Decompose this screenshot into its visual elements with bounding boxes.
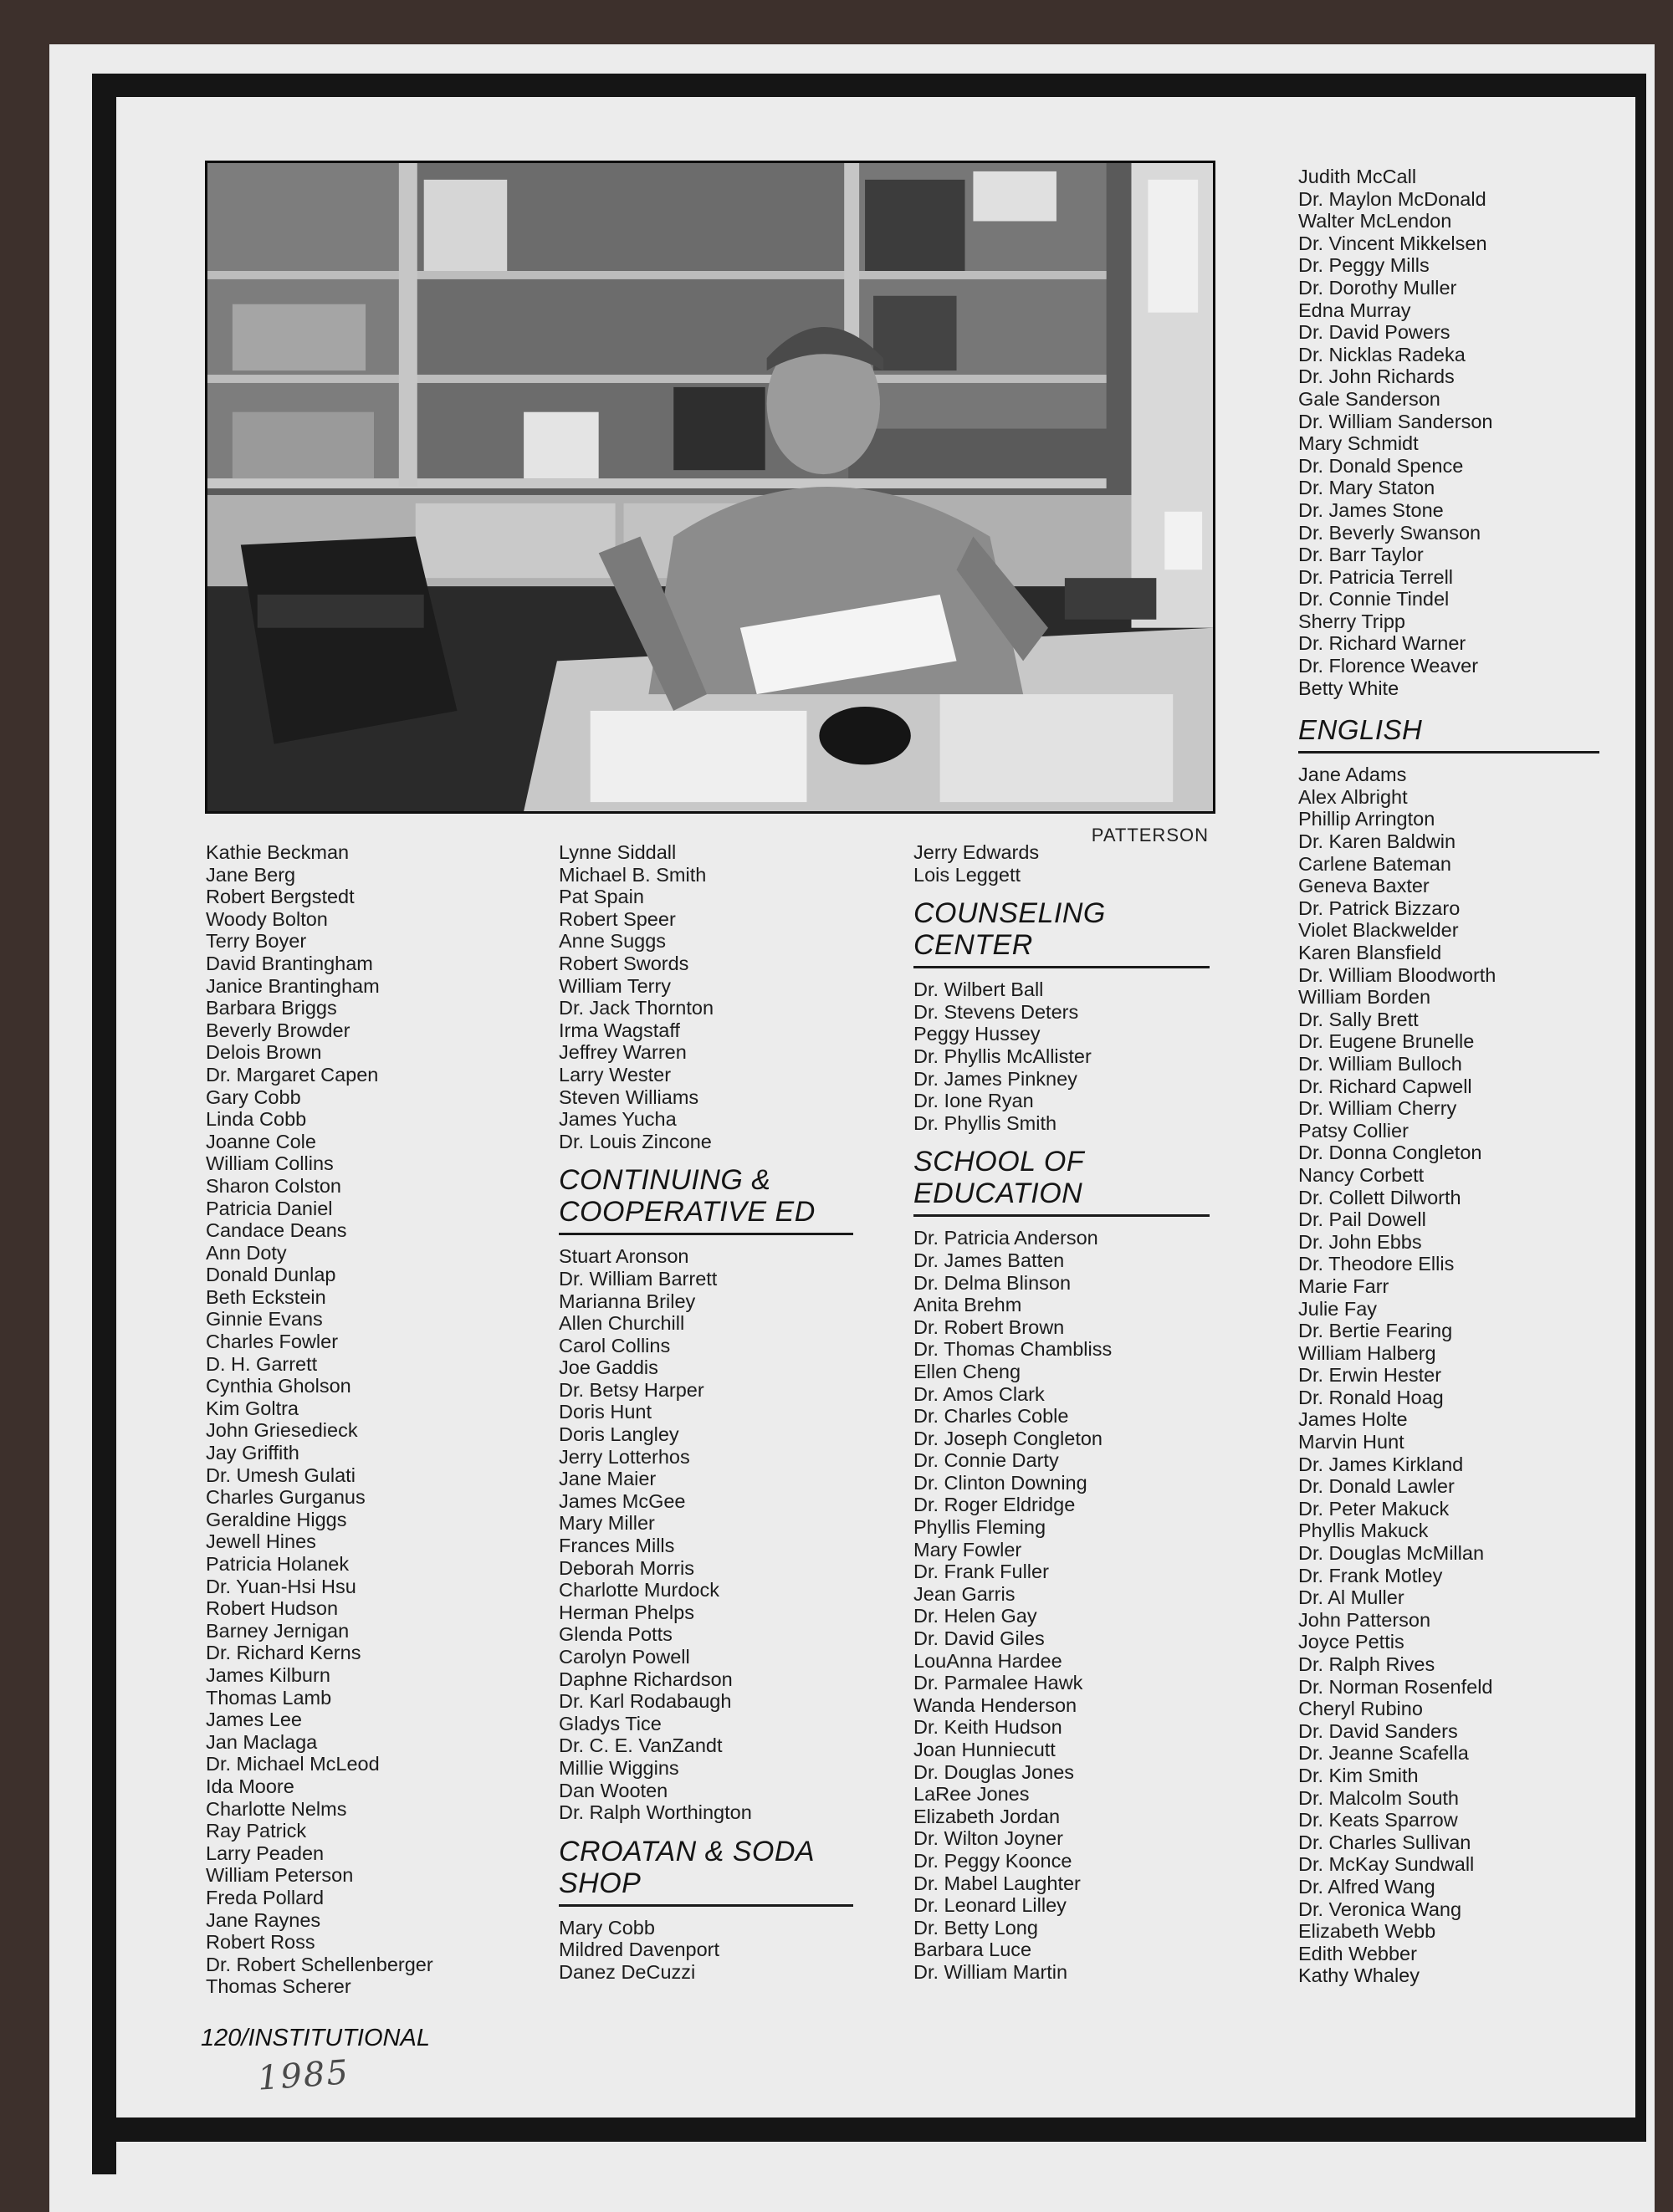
name-entry: LouAnna Hardee bbox=[913, 1649, 1062, 1672]
name-entry: Cynthia Gholson bbox=[206, 1375, 351, 1397]
name-entry: Dr. Umesh Gulati bbox=[206, 1464, 356, 1486]
name-entry: Dr. Douglas Jones bbox=[913, 1760, 1075, 1783]
name-entry: Dr. Richard Capwell bbox=[1298, 1075, 1472, 1097]
name-list bbox=[206, 841, 482, 1998]
name-entry: Dr. Karl Rodabaugh bbox=[559, 1690, 732, 1713]
name-entry: Dr. Beverly Swanson bbox=[1298, 521, 1481, 544]
name-entry: Daphne Richardson bbox=[559, 1668, 733, 1690]
name-entry: Jewell Hines bbox=[206, 1530, 316, 1553]
name-entry: Anita Brehm bbox=[913, 1294, 1022, 1316]
name-entry: Dr. Dorothy Muller bbox=[1298, 276, 1457, 299]
name-entry: Dr. Collett Dilworth bbox=[1298, 1186, 1461, 1208]
name-entry: William Peterson bbox=[206, 1864, 354, 1887]
section-heading bbox=[913, 1146, 1210, 1209]
name-entry: Robert Hudson bbox=[206, 1597, 339, 1620]
name-entry: Dr. Thomas Chambliss bbox=[913, 1338, 1113, 1361]
section-heading-line1: CONTINUING & bbox=[559, 1164, 771, 1197]
name-entry: Lynne Siddall bbox=[559, 841, 677, 863]
name-entry: Beverly Browder bbox=[206, 1019, 350, 1041]
section-rule bbox=[1298, 751, 1599, 754]
name-entry: Ellen Cheng bbox=[913, 1360, 1021, 1382]
name-entry: Freda Pollard bbox=[206, 1886, 325, 1908]
section-heading bbox=[559, 1836, 853, 1899]
photo-credit: PATTERSON bbox=[1091, 825, 1209, 845]
section-croatan bbox=[559, 1836, 853, 1984]
name-entry: Violet Blackwelder bbox=[1298, 919, 1459, 942]
name-entry: Mary Fowler bbox=[913, 1538, 1022, 1561]
name-entry: Joyce Pettis bbox=[1298, 1631, 1404, 1653]
name-entry: Larry Peaden bbox=[206, 1842, 325, 1864]
name-entry: Dr. Frank Motley bbox=[1298, 1564, 1443, 1586]
name-entry: Karen Blansfield bbox=[1298, 942, 1442, 963]
section-heading bbox=[913, 897, 1210, 961]
name-entry: Dr. William Barrett bbox=[559, 1267, 718, 1290]
name-entry: Dr. Donald Spence bbox=[1298, 454, 1464, 477]
name-entry: Dr. Jeanne Scafella bbox=[1298, 1742, 1469, 1765]
name-entry: Dr. Patricia Terrell bbox=[1298, 565, 1454, 588]
name-entry: Dr. Phyllis McAllister bbox=[913, 1045, 1092, 1067]
name-entry: Doris Langley bbox=[559, 1423, 679, 1446]
name-list bbox=[913, 978, 1210, 1134]
name-entry: Thomas Lamb bbox=[206, 1686, 332, 1709]
section-heading-line1: SCHOOL OF bbox=[913, 1146, 1085, 1178]
name-entry: James Kilburn bbox=[206, 1663, 330, 1686]
section-rule bbox=[913, 966, 1210, 968]
section-english bbox=[1298, 714, 1599, 1987]
name-entry: Nancy Corbett bbox=[1298, 1163, 1425, 1186]
name-entry: William Halberg bbox=[1298, 1341, 1436, 1364]
name-entry: Jean Garris bbox=[913, 1582, 1016, 1605]
name-entry: Dr. James Batten bbox=[913, 1249, 1065, 1271]
name-entry: Jane Berg bbox=[206, 863, 296, 886]
page-border-left bbox=[92, 74, 116, 2174]
name-entry: Charles Fowler bbox=[206, 1331, 339, 1353]
section-heading-line2: SHOP bbox=[559, 1867, 642, 1899]
name-entry: Dr. Amos Clark bbox=[913, 1382, 1045, 1405]
page-border-right bbox=[1635, 74, 1646, 2142]
name-entry: Glenda Potts bbox=[559, 1623, 673, 1646]
name-entry: Dr. Alfred Wang bbox=[1298, 1875, 1435, 1898]
name-entry: Dr. Kim Smith bbox=[1298, 1764, 1419, 1786]
name-entry: Dr. Jack Thornton bbox=[559, 997, 714, 1019]
name-entry: Robert Swords bbox=[559, 952, 689, 974]
name-entry: Wanda Henderson bbox=[913, 1693, 1077, 1716]
name-entry: Dr. Peter Makuck bbox=[1298, 1497, 1450, 1520]
name-entry: John Patterson bbox=[1298, 1608, 1431, 1631]
name-entry: Dr. Vincent Mikkelsen bbox=[1298, 232, 1487, 254]
section-rule bbox=[913, 1214, 1210, 1217]
name-entry: Marianna Briley bbox=[559, 1290, 696, 1312]
name-list bbox=[559, 1917, 853, 1984]
name-entry: Dr. C. E. VanZandt bbox=[559, 1734, 723, 1757]
name-entry: Dr. Theodore Ellis bbox=[1298, 1253, 1455, 1275]
name-entry: Dr. Richard Kerns bbox=[206, 1642, 361, 1664]
section-school-of-education bbox=[913, 1146, 1210, 1983]
name-entry: Dr. Sally Brett bbox=[1298, 1008, 1419, 1030]
name-entry: Dr. William Sanderson bbox=[1298, 410, 1493, 432]
name-entry: James Lee bbox=[206, 1709, 302, 1731]
name-entry: Dr. William Cherry bbox=[1298, 1097, 1457, 1120]
name-entry: Joe Gaddis bbox=[559, 1356, 658, 1379]
name-entry: Dr. Mary Staton bbox=[1298, 477, 1435, 499]
name-entry: William Terry bbox=[559, 974, 672, 997]
name-entry: William Collins bbox=[206, 1152, 334, 1175]
handwritten-year: 1985 bbox=[256, 2053, 351, 2098]
name-entry: Dr. Leonard Lilley bbox=[913, 1894, 1067, 1917]
name-entry: Barbara Briggs bbox=[206, 997, 337, 1019]
name-entry: Millie Wiggins bbox=[559, 1756, 679, 1779]
name-entry: Dr. Betty Long bbox=[913, 1916, 1038, 1939]
name-entry: Doris Hunt bbox=[559, 1401, 652, 1423]
name-entry: Frances Mills bbox=[559, 1535, 675, 1557]
name-entry: Robert Speer bbox=[559, 907, 676, 930]
name-list bbox=[559, 841, 853, 1152]
name-entry: Barney Jernigan bbox=[206, 1619, 350, 1642]
name-entry: Dr. Charles Sullivan bbox=[1298, 1831, 1471, 1853]
name-entry: Dr. Louis Zincone bbox=[559, 1130, 712, 1152]
name-entry: Dr. Wilbert Ball bbox=[913, 978, 1044, 1001]
name-entry: Dr. David Powers bbox=[1298, 321, 1450, 344]
section-heading-line1: CROATAN & SODA bbox=[559, 1835, 816, 1867]
name-entry: Candace Deans bbox=[206, 1219, 347, 1242]
name-entry: Alex Albright bbox=[1298, 785, 1408, 808]
name-entry: Robert Bergstedt bbox=[206, 886, 355, 908]
name-entry: D. H. Garrett bbox=[206, 1352, 318, 1375]
name-entry: LaRee Jones bbox=[913, 1783, 1030, 1806]
section-heading-line2: EDUCATION bbox=[913, 1178, 1083, 1210]
name-entry: Dr. Patricia Anderson bbox=[913, 1227, 1098, 1249]
name-entry: Kathie Beckman bbox=[206, 841, 350, 863]
name-entry: Dr. Ione Ryan bbox=[913, 1090, 1034, 1112]
name-entry: Dr. Delma Blinson bbox=[913, 1271, 1072, 1294]
name-entry: Michael B. Smith bbox=[559, 863, 707, 886]
name-entry: Marvin Hunt bbox=[1298, 1431, 1404, 1453]
column-4 bbox=[1298, 166, 1599, 1987]
name-entry: Dr. Robert Schellenberger bbox=[206, 1953, 433, 1975]
page-border-top bbox=[92, 74, 1646, 97]
name-entry: Dr. Richard Warner bbox=[1298, 632, 1466, 655]
name-entry: Dr. Stevens Deters bbox=[913, 1000, 1079, 1023]
name-entry: Dr. James Pinkney bbox=[913, 1067, 1077, 1090]
name-entry: Mary Miller bbox=[559, 1512, 655, 1535]
name-entry: Dr. Florence Weaver bbox=[1298, 655, 1479, 677]
name-entry: Thomas Scherer bbox=[206, 1975, 351, 1998]
name-entry: Donald Dunlap bbox=[206, 1264, 336, 1286]
name-entry: Dr. Peggy Koonce bbox=[913, 1849, 1072, 1872]
name-entry: Joan Hunniecutt bbox=[913, 1739, 1056, 1760]
name-entry: Dr. Phyllis Smith bbox=[913, 1111, 1057, 1134]
name-entry: Allen Churchill bbox=[559, 1312, 685, 1335]
name-entry: Dr. William Bloodworth bbox=[1298, 963, 1496, 986]
name-entry: Dr. Connie Tindel bbox=[1298, 588, 1450, 610]
page-folio: 120/INSTITUTIONAL bbox=[201, 2025, 430, 2051]
name-entry: Dr. Ralph Worthington bbox=[559, 1801, 752, 1824]
name-entry: Dr. William Martin bbox=[913, 1960, 1068, 1983]
name-entry: Patricia Daniel bbox=[206, 1197, 333, 1219]
name-entry: Ann Doty bbox=[206, 1241, 287, 1264]
name-entry: Robert Ross bbox=[206, 1931, 315, 1954]
name-entry: Dr. Parmalee Hawk bbox=[913, 1672, 1083, 1694]
name-entry: Dr. Connie Darty bbox=[913, 1449, 1059, 1472]
name-list bbox=[913, 1227, 1210, 1983]
name-entry: Jerry Edwards bbox=[913, 841, 1040, 863]
name-entry: Dr. James Stone bbox=[1298, 498, 1444, 521]
name-entry: David Brantingham bbox=[206, 952, 373, 974]
name-list bbox=[1298, 166, 1599, 699]
name-entry: Ginnie Evans bbox=[206, 1308, 323, 1331]
section-heading-line2: CENTER bbox=[913, 929, 1033, 962]
name-entry: Sharon Colston bbox=[206, 1174, 341, 1197]
name-entry: Judith McCall bbox=[1298, 166, 1417, 187]
name-entry: Linda Cobb bbox=[206, 1108, 307, 1131]
name-entry: Jane Maier bbox=[559, 1468, 657, 1490]
name-entry: Patsy Collier bbox=[1298, 1119, 1409, 1142]
name-entry: Dr. Helen Gay bbox=[913, 1605, 1037, 1627]
section-rule bbox=[559, 1904, 853, 1907]
name-entry: Elizabeth Jordan bbox=[913, 1805, 1061, 1827]
name-entry: Jay Griffith bbox=[206, 1442, 299, 1464]
name-entry: Charles Gurganus bbox=[206, 1486, 366, 1509]
name-entry: Walter McLendon bbox=[1298, 210, 1452, 232]
name-entry: Edna Murray bbox=[1298, 299, 1411, 321]
name-entry: Steven Williams bbox=[559, 1086, 699, 1108]
section-heading: ENGLISH bbox=[1298, 714, 1423, 746]
name-entry: Beth Eckstein bbox=[206, 1285, 326, 1308]
name-entry: Dr. John Richards bbox=[1298, 365, 1455, 388]
name-entry: Jan Maclaga bbox=[206, 1730, 318, 1753]
name-entry: Dr. Betsy Harper bbox=[559, 1378, 704, 1401]
name-entry: Phillip Arrington bbox=[1298, 808, 1435, 830]
name-entry: Ray Patrick bbox=[206, 1820, 307, 1842]
name-entry: Dr. Norman Rosenfeld bbox=[1298, 1675, 1493, 1698]
name-entry: Carolyn Powell bbox=[559, 1646, 690, 1668]
name-entry: Barbara Luce bbox=[913, 1939, 1032, 1961]
name-entry: Terry Boyer bbox=[206, 930, 307, 953]
name-entry: Dr. Keith Hudson bbox=[913, 1716, 1062, 1739]
column-1 bbox=[206, 841, 482, 1998]
name-entry: Julie Fay bbox=[1298, 1297, 1378, 1320]
name-entry: Dr. Joseph Congleton bbox=[913, 1427, 1103, 1449]
name-entry: Dr. Donna Congleton bbox=[1298, 1142, 1482, 1164]
name-entry: Edith Webber bbox=[1298, 1942, 1417, 1964]
name-entry: Gladys Tice bbox=[559, 1712, 662, 1734]
name-entry: Phyllis Fleming bbox=[913, 1516, 1046, 1539]
name-entry: Gale Sanderson bbox=[1298, 387, 1440, 410]
name-entry: Carlene Bateman bbox=[1298, 852, 1451, 875]
name-entry: Ida Moore bbox=[206, 1775, 294, 1797]
name-entry: Dr. John Ebbs bbox=[1298, 1230, 1422, 1253]
name-entry: Betty White bbox=[1298, 677, 1399, 699]
column-2 bbox=[559, 841, 853, 1984]
office-photo bbox=[205, 161, 1215, 814]
name-entry: Anne Suggs bbox=[559, 930, 667, 953]
name-entry: Dr. Mabel Laughter bbox=[913, 1872, 1081, 1894]
name-entry: Mildred Davenport bbox=[559, 1939, 720, 1961]
name-entry: William Borden bbox=[1298, 986, 1431, 1009]
name-entry: Jeffrey Warren bbox=[559, 1041, 687, 1064]
name-entry: Dr. Peggy Mills bbox=[1298, 254, 1430, 277]
name-entry: Stuart Aronson bbox=[559, 1245, 689, 1268]
name-entry: Kathy Whaley bbox=[1298, 1964, 1420, 1987]
name-entry: Dr. David Giles bbox=[913, 1627, 1045, 1650]
name-entry: James Yucha bbox=[559, 1108, 677, 1131]
name-entry: Charlotte Murdock bbox=[559, 1579, 719, 1602]
photo-icon bbox=[207, 163, 1213, 811]
name-entry: Charlotte Nelms bbox=[206, 1797, 347, 1820]
section-counseling-center bbox=[913, 897, 1210, 1134]
name-entry: Dr. Charles Coble bbox=[913, 1405, 1069, 1428]
name-entry: Dr. Roger Eldridge bbox=[913, 1494, 1076, 1516]
name-entry: Geraldine Higgs bbox=[206, 1508, 347, 1530]
name-entry: Mary Cobb bbox=[559, 1916, 655, 1939]
name-entry: Sherry Tripp bbox=[1298, 610, 1405, 632]
name-entry: Dr. Douglas McMillan bbox=[1298, 1542, 1485, 1565]
name-list bbox=[1298, 764, 1599, 1987]
name-entry: Dr. Eugene Brunelle bbox=[1298, 1030, 1475, 1053]
name-entry: Joanne Cole bbox=[206, 1130, 316, 1152]
name-entry: Cheryl Rubino bbox=[1298, 1698, 1423, 1720]
name-entry: Dr. Patrick Bizzaro bbox=[1298, 897, 1461, 919]
name-entry: Carol Collins bbox=[559, 1334, 671, 1356]
name-entry: Dr. Bertie Fearing bbox=[1298, 1320, 1453, 1342]
name-entry: Dr. Pail Dowell bbox=[1298, 1208, 1426, 1231]
name-entry: Irma Wagstaff bbox=[559, 1019, 680, 1041]
name-entry: Dr. Wilton Joyner bbox=[913, 1827, 1063, 1850]
name-entry: Woody Bolton bbox=[206, 907, 328, 930]
name-entry: Larry Wester bbox=[559, 1063, 672, 1086]
name-entry: Dr. Clinton Downing bbox=[913, 1471, 1087, 1494]
name-entry: Dr. Ronald Hoag bbox=[1298, 1386, 1444, 1408]
name-entry: Dr. David Sanders bbox=[1298, 1719, 1458, 1742]
name-list bbox=[913, 841, 1210, 886]
name-entry: Dr. Keats Sparrow bbox=[1298, 1809, 1458, 1831]
name-entry: Dr. Al Muller bbox=[1298, 1586, 1404, 1609]
name-entry: Dr. Donald Lawler bbox=[1298, 1475, 1455, 1498]
name-entry: Dr. Frank Fuller bbox=[913, 1561, 1049, 1583]
name-entry: Dr. McKay Sundwall bbox=[1298, 1853, 1475, 1876]
name-entry: Dr. Erwin Hester bbox=[1298, 1364, 1442, 1387]
name-entry: Herman Phelps bbox=[559, 1601, 694, 1623]
name-entry: Peggy Hussey bbox=[913, 1023, 1041, 1045]
name-entry: Dr. James Kirkland bbox=[1298, 1453, 1464, 1475]
column-3 bbox=[913, 841, 1210, 1984]
name-entry: Pat Spain bbox=[559, 886, 644, 908]
name-entry: Dr. Ralph Rives bbox=[1298, 1653, 1435, 1675]
name-entry: Dr. Karen Baldwin bbox=[1298, 830, 1456, 853]
name-entry: Dr. Malcolm South bbox=[1298, 1786, 1459, 1809]
name-entry: Elizabeth Webb bbox=[1298, 1920, 1436, 1943]
name-entry: Marie Farr bbox=[1298, 1275, 1389, 1297]
name-entry: Dr. Nicklas Radeka bbox=[1298, 343, 1466, 365]
name-entry: James Holte bbox=[1298, 1408, 1408, 1431]
name-entry: Danez DeCuzzi bbox=[559, 1960, 696, 1983]
name-entry: Dan Wooten bbox=[559, 1779, 668, 1801]
name-entry: Gary Cobb bbox=[206, 1086, 301, 1108]
section-heading-line2: COOPERATIVE ED bbox=[559, 1196, 816, 1229]
name-entry: Dr. Michael McLeod bbox=[206, 1753, 380, 1775]
name-entry: Jerry Lotterhos bbox=[559, 1445, 690, 1468]
section-rule bbox=[559, 1233, 853, 1235]
name-entry: Patricia Holanek bbox=[206, 1553, 350, 1575]
name-entry: Lois Leggett bbox=[913, 863, 1021, 886]
name-entry: Jane Adams bbox=[1298, 764, 1407, 786]
name-entry: Deborah Morris bbox=[559, 1556, 694, 1579]
name-entry: Dr. Maylon McDonald bbox=[1298, 187, 1486, 210]
name-entry: John Griesedieck bbox=[206, 1419, 358, 1442]
name-entry: Phyllis Makuck bbox=[1298, 1520, 1429, 1542]
name-entry: Dr. Robert Brown bbox=[913, 1315, 1065, 1338]
name-list bbox=[559, 1245, 853, 1823]
name-entry: James McGee bbox=[559, 1489, 686, 1512]
name-entry: Dr. Barr Taylor bbox=[1298, 544, 1424, 566]
name-entry: Delois Brown bbox=[206, 1041, 322, 1064]
name-entry: Geneva Baxter bbox=[1298, 875, 1430, 897]
name-entry: Janice Brantingham bbox=[206, 974, 380, 997]
page-border-bottom bbox=[92, 2117, 1646, 2142]
name-entry: Dr. Yuan-Hsi Hsu bbox=[206, 1575, 356, 1597]
name-entry: Dr. Veronica Wang bbox=[1298, 1898, 1462, 1920]
section-continuing-ed bbox=[559, 1164, 853, 1823]
name-entry: Kim Goltra bbox=[206, 1397, 299, 1419]
name-entry: Dr. William Bulloch bbox=[1298, 1052, 1462, 1075]
section-heading-line1: COUNSELING bbox=[913, 897, 1106, 930]
name-entry: Jane Raynes bbox=[206, 1908, 321, 1931]
name-entry: Mary Schmidt bbox=[1298, 432, 1419, 455]
name-entry: Dr. Margaret Capen bbox=[206, 1063, 379, 1086]
section-heading bbox=[559, 1164, 853, 1228]
